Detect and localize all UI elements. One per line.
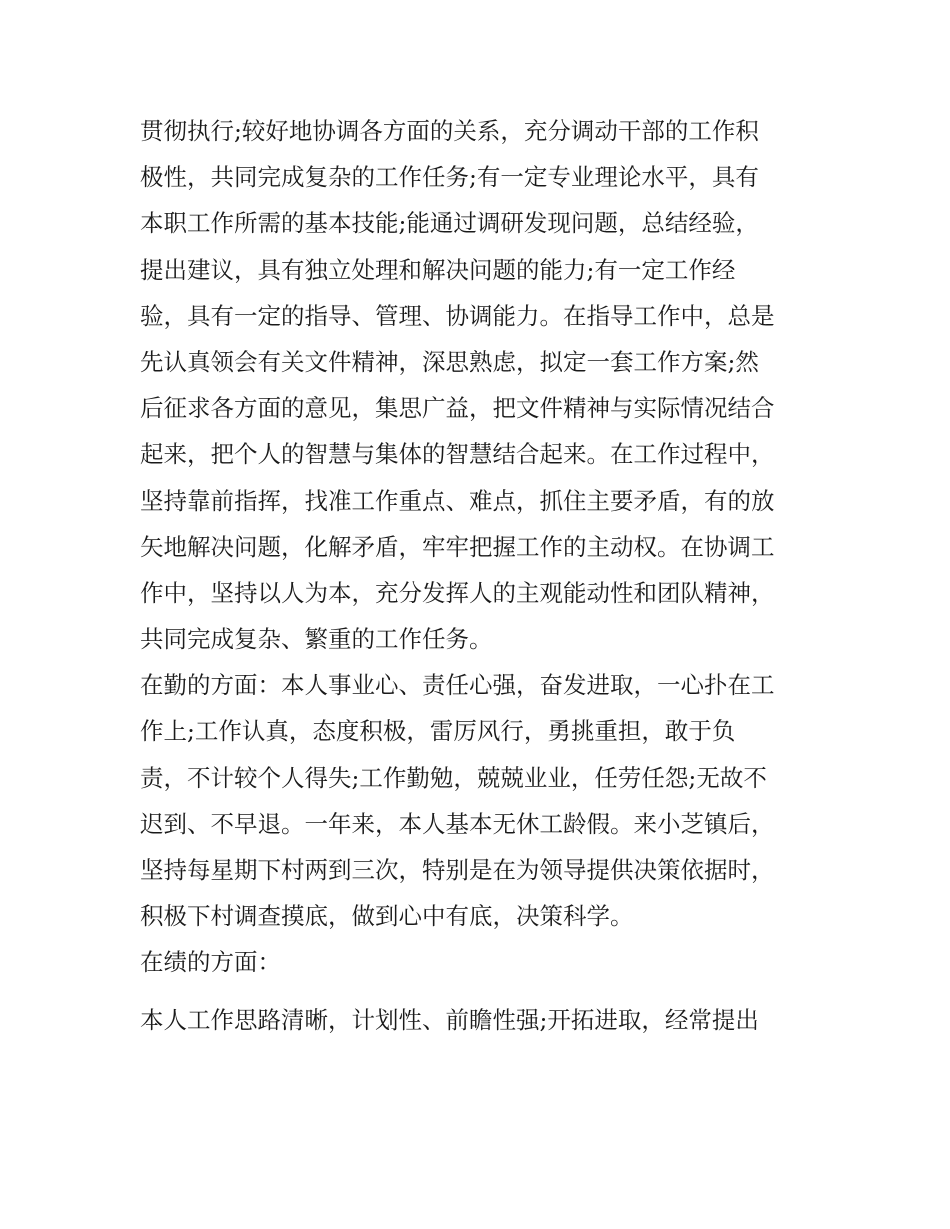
paragraph-achievements xyxy=(140,997,830,1043)
text-line: 坚持靠前指挥，找准工作重点、难点，抓住主要矛盾，有的放 xyxy=(140,486,775,515)
document-body xyxy=(140,108,830,1043)
text-line: 作中，坚持以人为本，充分发挥人的主观能动性和团队精神， xyxy=(140,578,775,607)
text-line: 在勤的方面：本人事业心、责任心强，奋发进取，一心扑在工 xyxy=(140,671,775,700)
text-line: 验，具有一定的指导、管理、协调能力。在指导工作中，总是 xyxy=(140,301,775,330)
text-line: 起来，把个人的智慧与集体的智慧结合起来。在工作过程中， xyxy=(140,440,775,469)
paragraph-leadership xyxy=(140,108,830,662)
text-line: 本人工作思路清晰，计划性、前瞻性强;开拓进取，经常提出 xyxy=(140,1005,759,1034)
text-line: 作上;工作认真，态度积极，雷厉风行，勇挑重担，敢于负 xyxy=(140,717,736,746)
section-heading: 在绩的方面： xyxy=(140,948,281,977)
text-line: 后征求各方面的意见，集思广益，把文件精神与实际情况结合 xyxy=(140,394,775,423)
text-line: 贯彻执行;较好地协调各方面的关系，充分调动干部的工作积 xyxy=(140,117,759,145)
text-line: 坚持每星期下村两到三次，特别是在为领导提供决策依据时， xyxy=(140,856,775,884)
section-heading-achievements xyxy=(140,939,830,985)
text-line: 共同完成复杂、繁重的工作任务。 xyxy=(140,625,493,654)
text-line: 迟到、不早退。一年来，本人基本无休工龄假。来小芝镇后， xyxy=(140,809,775,838)
text-line: 极性，共同完成复杂的工作任务;有一定专业理论水平，具有 xyxy=(140,163,759,192)
text-line: 责，不计较个人得失;工作勤勉，兢兢业业，任劳任怨;无故不 xyxy=(140,763,767,792)
paragraph-diligence xyxy=(140,662,830,939)
text-line: 矢地解决问题，化解矛盾，牢牢把握工作的主动权。在协调工 xyxy=(140,532,775,561)
text-line: 本职工作所需的基本技能;能通过调研发现问题，总结经验， xyxy=(140,209,759,238)
text-line: 先认真领会有关文件精神，深思熟虑，拟定一套工作方案;然 xyxy=(140,347,759,376)
text-line: 积极下村调查摸底，做到心中有底，决策科学。 xyxy=(140,902,634,931)
text-line: 提出建议，具有独立处理和解决问题的能力;有一定工作经 xyxy=(140,255,736,284)
